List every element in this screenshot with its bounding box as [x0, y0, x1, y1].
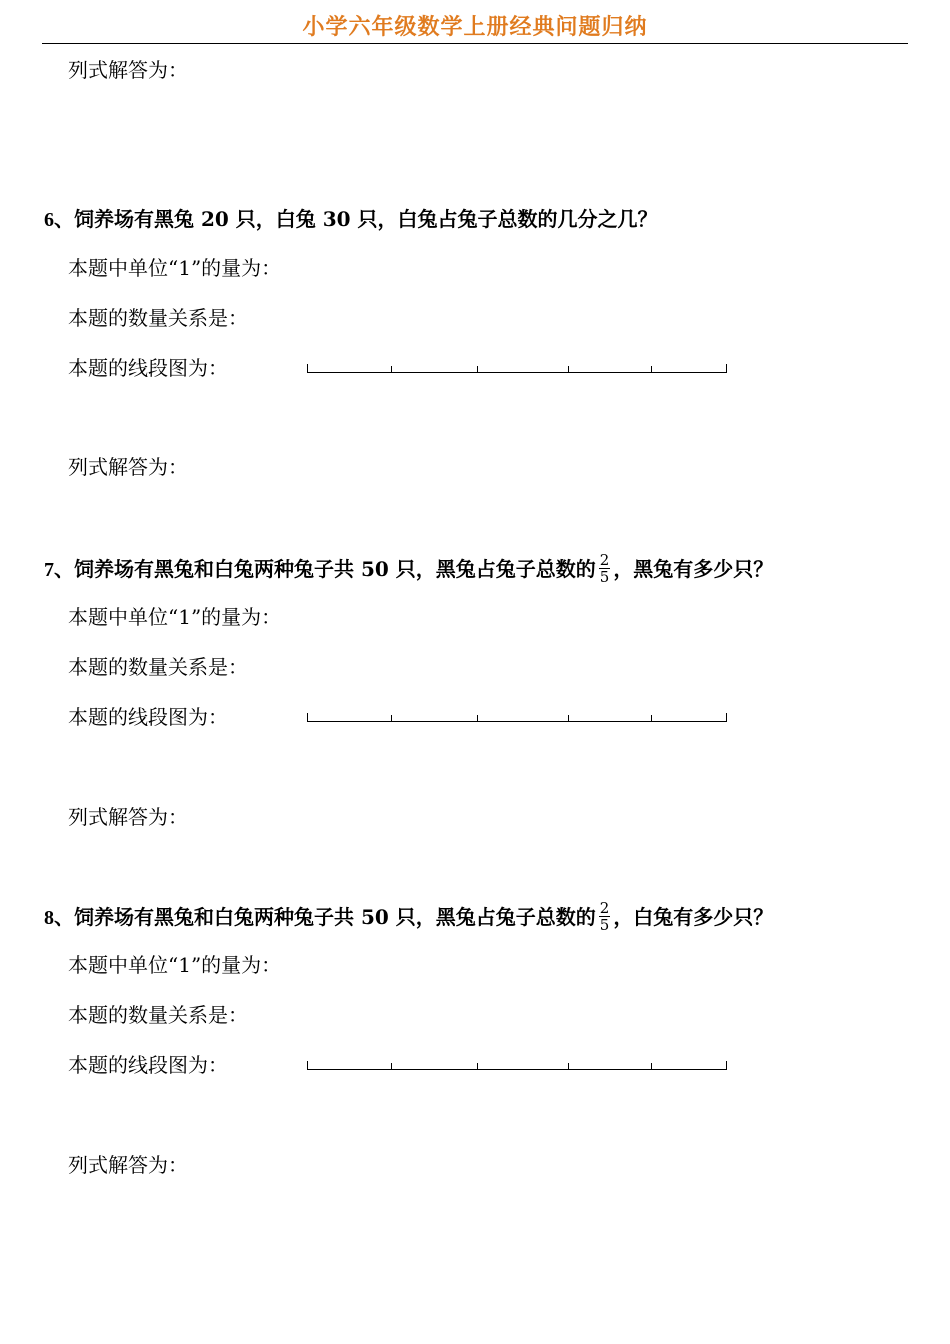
- page-header-title: 小学六年级数学上册经典问题归纳: [302, 15, 648, 40]
- segment-tick: [307, 1061, 308, 1070]
- segment-tick: [726, 364, 727, 373]
- segment-tick: [391, 715, 392, 722]
- question-7: [44, 551, 774, 587]
- segment-line: [307, 1069, 727, 1070]
- segment-tick: [651, 715, 652, 722]
- segment-tick: [651, 1063, 652, 1070]
- question-text: 、饲养场有黑兔和白兔两种兔子共 50 只，黑兔占兔子总数的: [54, 557, 596, 581]
- answer-label: 列式解答为：: [68, 58, 188, 82]
- question-number: 8: [44, 907, 54, 929]
- question-6: [44, 207, 658, 232]
- fraction-numerator: 2: [599, 551, 610, 569]
- question-text: 、饲养场有黑兔和白兔两种兔子共 50 只，黑兔占兔子总数的: [54, 905, 596, 929]
- segment-tick: [651, 366, 652, 373]
- question-text-tail: ，黑兔有多少只？: [613, 557, 774, 581]
- segment-tick: [477, 1063, 478, 1070]
- question-text: 、饲养场有黑兔 20 只，白兔 30 只，白兔占兔子总数的几分之几？: [54, 207, 658, 231]
- answer-label: 列式解答为：: [68, 805, 188, 829]
- unit-one-label: 本题中单位“1”的量为：: [68, 953, 282, 977]
- segment-tick: [568, 366, 569, 373]
- relation-label: 本题的数量关系是：: [68, 306, 248, 330]
- segment-diagram: [307, 363, 727, 373]
- segment-tick: [568, 1063, 569, 1070]
- segment-tick: [391, 366, 392, 373]
- segment-tick: [391, 1063, 392, 1070]
- segment-tick: [726, 1061, 727, 1070]
- unit-one-label: 本题中单位“1”的量为：: [68, 605, 282, 629]
- segment-tick: [477, 366, 478, 373]
- header-divider: [42, 43, 908, 44]
- unit-one-label: 本题中单位“1”的量为：: [68, 256, 282, 280]
- question-number: 7: [44, 559, 54, 581]
- segment-diagram-label: 本题的线段图为：: [68, 705, 228, 729]
- fraction-denominator: 5: [599, 568, 610, 586]
- segment-tick: [568, 715, 569, 722]
- segment-diagram: [307, 1060, 727, 1070]
- question-text-tail: ，白兔有多少只？: [613, 905, 774, 929]
- segment-line: [307, 721, 727, 722]
- segment-tick: [307, 713, 308, 722]
- relation-label: 本题的数量关系是：: [68, 655, 248, 679]
- fraction: [599, 552, 611, 585]
- segment-diagram-label: 本题的线段图为：: [68, 356, 228, 380]
- segment-tick: [307, 364, 308, 373]
- question-8: [44, 899, 774, 935]
- question-number: 6: [44, 209, 54, 231]
- segment-diagram: [307, 712, 727, 722]
- answer-label: 列式解答为：: [68, 1153, 188, 1177]
- segment-line: [307, 372, 727, 373]
- fraction: [599, 900, 611, 933]
- fraction-numerator: 2: [599, 899, 610, 917]
- relation-label: 本题的数量关系是：: [68, 1003, 248, 1027]
- segment-tick: [726, 713, 727, 722]
- segment-diagram-label: 本题的线段图为：: [68, 1053, 228, 1077]
- answer-label: 列式解答为：: [68, 455, 188, 479]
- fraction-denominator: 5: [599, 916, 610, 934]
- segment-tick: [477, 715, 478, 722]
